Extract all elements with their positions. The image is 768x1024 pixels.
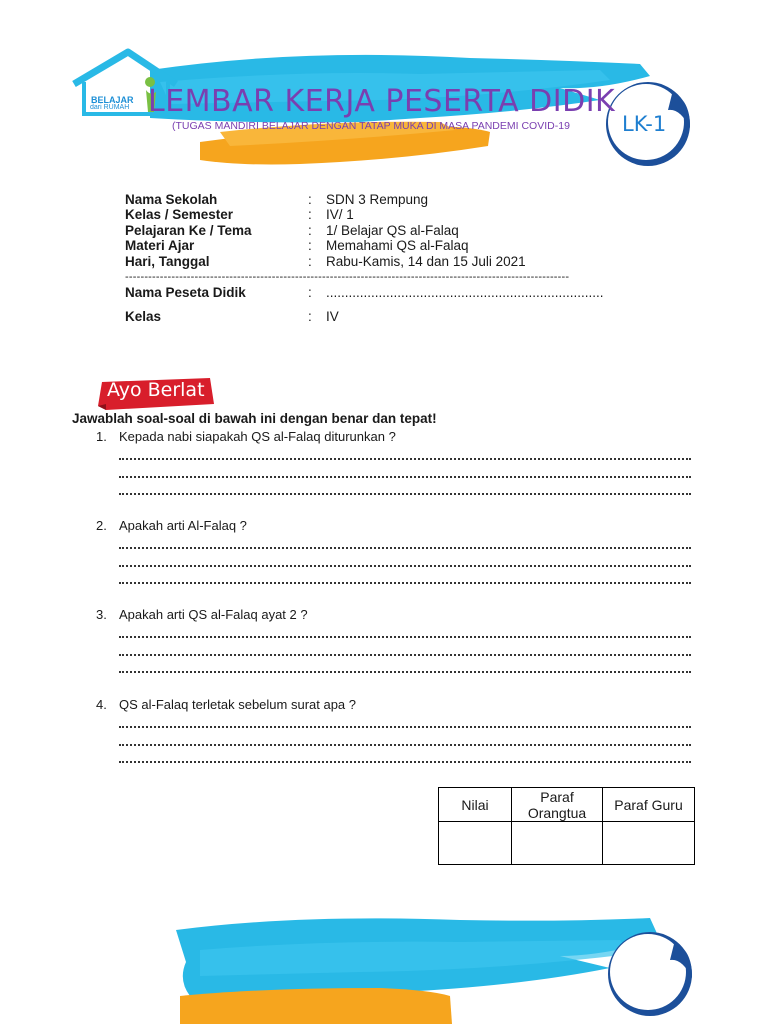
score-table <box>438 787 695 865</box>
logo-text-rumah: dari RUMAH <box>90 104 130 111</box>
info-colon: : <box>308 309 312 324</box>
page-subtitle: (TUGAS MANDIRI BELAJAR DENGAN TATAP MUKA DI MASA PANDEMI COVID-19 <box>172 120 570 132</box>
info-colon: : <box>308 254 312 269</box>
separator-line: ------------------------------------------------------------------------------------------------------------------- <box>125 271 570 283</box>
info-colon: : <box>308 238 312 253</box>
nilai-header: Nilai <box>439 788 512 822</box>
paraf-guru-cell[interactable] <box>603 822 695 865</box>
student-class-value: IV <box>326 309 339 324</box>
info-value: Memahami QS al-Falaq <box>326 238 469 253</box>
answer-line[interactable] <box>119 535 691 549</box>
answer-line[interactable] <box>119 659 691 673</box>
question-number: 3. <box>96 607 107 622</box>
answer-line[interactable] <box>119 732 691 746</box>
info-value: Rabu-Kamis, 14 dan 15 Juli 2021 <box>326 254 526 269</box>
footer-page-curl-icon <box>608 932 692 1016</box>
section-badge: Ayo Berlat <box>107 379 205 401</box>
footer-brush-art <box>0 900 768 1024</box>
page-title: LEMBAR KERJA PESERTA DIDIK <box>148 84 616 119</box>
paraf-orangtua-header <box>512 788 603 822</box>
info-value: IV/ 1 <box>326 207 354 222</box>
answer-line[interactable] <box>119 464 691 478</box>
info-colon: : <box>308 207 312 222</box>
answer-line[interactable] <box>119 446 691 460</box>
info-label: Kelas / Semester <box>125 207 234 222</box>
paraf-orangtua-line1: Paraf <box>540 788 574 805</box>
question-number: 1. <box>96 429 107 444</box>
answer-line[interactable] <box>119 624 691 638</box>
info-label: Materi Ajar <box>125 238 195 253</box>
answer-line[interactable] <box>119 749 691 763</box>
question-number: 4. <box>96 697 107 712</box>
info-label: Hari, Tanggal <box>125 254 210 269</box>
info-value: 1/ Belajar QS al-Falaq <box>326 223 459 238</box>
student-name-field[interactable]: .......................................................................... <box>326 285 604 300</box>
info-label: Pelajaran Ke / Tema <box>125 223 252 238</box>
question-text: Apakah arti QS al-Falaq ayat 2 ? <box>119 607 308 622</box>
question-text: Kepada nabi siapakah QS al-Falaq diturunkan ? <box>119 429 396 444</box>
answer-line[interactable] <box>119 642 691 656</box>
answer-line[interactable] <box>119 553 691 567</box>
info-value: SDN 3 Rempung <box>326 192 429 207</box>
answer-line[interactable] <box>119 481 691 495</box>
nilai-cell[interactable] <box>439 822 512 865</box>
info-label: Nama Sekolah <box>125 192 218 207</box>
paraf-guru-header: Paraf Guru <box>603 788 695 822</box>
question-text: QS al-Falaq terletak sebelum surat apa ? <box>119 697 357 712</box>
logo-text-belajar: BELAJAR <box>91 95 134 105</box>
info-colon: : <box>308 223 312 238</box>
paraf-orangtua-line2: Orangtua <box>527 804 587 821</box>
paraf-orangtua-cell[interactable] <box>512 822 603 865</box>
instruction-text: Jawablah soal-soal di bawah ini dengan benar dan tepat! <box>72 411 437 426</box>
question-text: Apakah arti Al-Falaq ? <box>119 518 247 533</box>
score-table-body <box>439 822 695 865</box>
info-colon: : <box>308 192 312 207</box>
answer-line[interactable] <box>119 570 691 584</box>
question-number: 2. <box>96 518 107 533</box>
info-colon: : <box>308 285 312 300</box>
student-class-label: Kelas <box>125 309 162 324</box>
sheet-code: LK-1 <box>622 112 667 136</box>
score-table-header <box>439 788 695 822</box>
answer-line[interactable] <box>119 714 691 728</box>
student-name-label: Nama Peseta Didik <box>125 285 246 300</box>
